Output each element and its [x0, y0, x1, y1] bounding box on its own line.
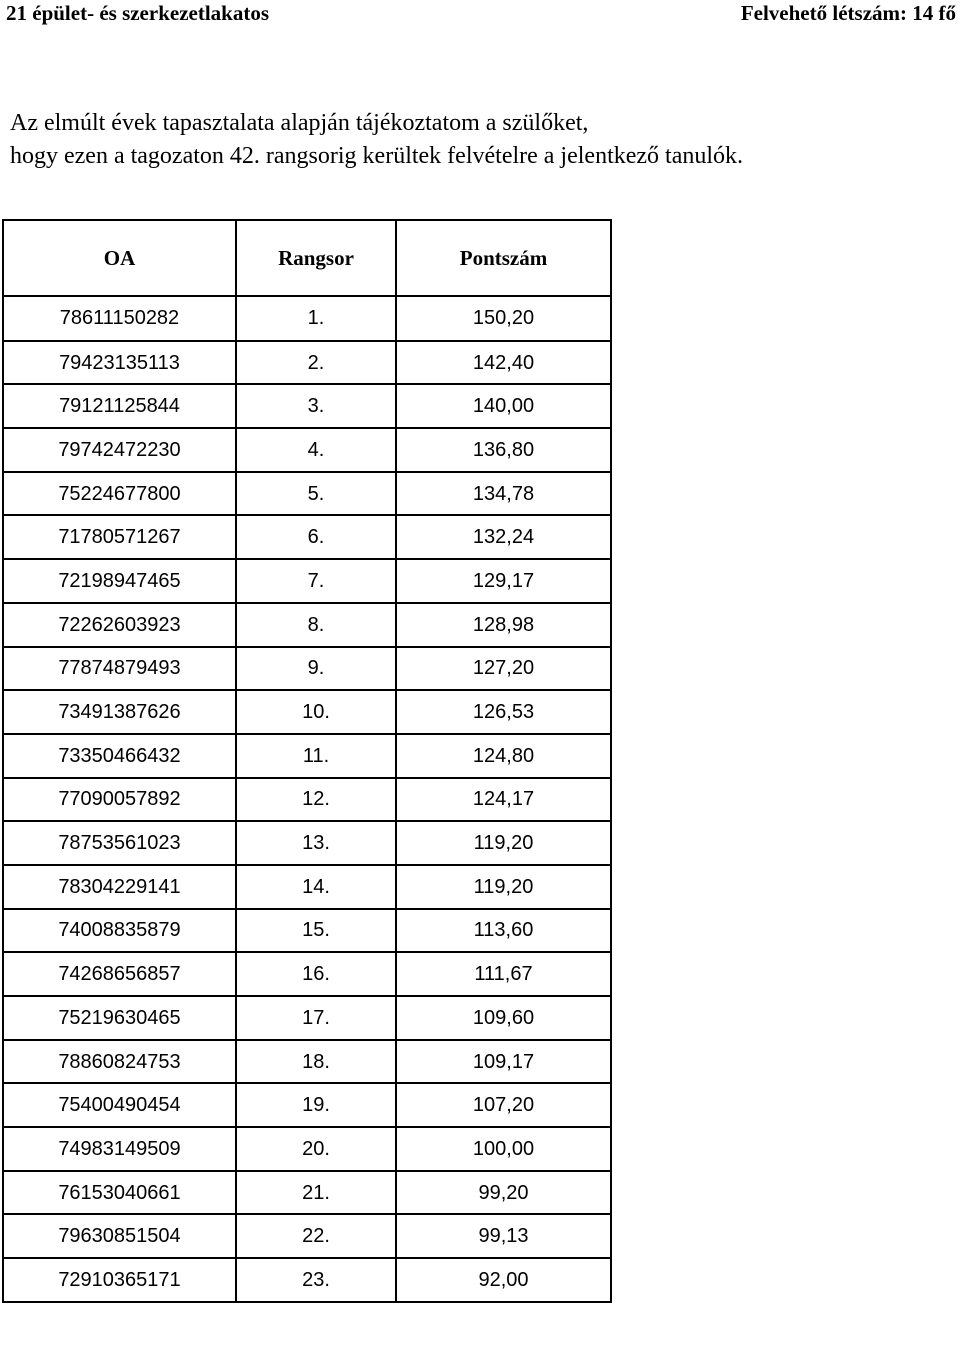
- cell-rank: 13.: [236, 821, 396, 865]
- intro-line-1: Az elmúlt évek tapasztalata alapján tájékoztatom a szülőket,: [10, 110, 589, 136]
- cell-rank: 7.: [236, 559, 396, 603]
- cell-rank: 14.: [236, 865, 396, 909]
- table-row: [3, 428, 611, 472]
- cell-oa: 75400490454: [3, 1083, 236, 1127]
- cell-oa: 72198947465: [3, 559, 236, 603]
- cell-rank: 2.: [236, 341, 396, 385]
- cell-score: 136,80: [396, 428, 611, 472]
- cell-rank: 6.: [236, 515, 396, 559]
- cell-score: 128,98: [396, 603, 611, 647]
- cell-score: 132,24: [396, 515, 611, 559]
- cell-rank: 23.: [236, 1258, 396, 1302]
- specialization-title: 21 épület- és szerkezetlakatos: [6, 1, 270, 25]
- capacity-label: Felvehető létszám: 14 fő: [740, 1, 956, 25]
- table-row: [3, 1083, 611, 1127]
- table-row: [3, 384, 611, 428]
- column-header-pontszam: Pontszám: [396, 220, 611, 296]
- cell-rank: 8.: [236, 603, 396, 647]
- cell-oa: 75219630465: [3, 996, 236, 1040]
- cell-oa: 79630851504: [3, 1214, 236, 1258]
- table-row: [3, 296, 611, 341]
- table-row: [3, 952, 611, 996]
- column-header-rangsor: Rangsor: [236, 220, 396, 296]
- cell-oa: 79121125844: [3, 384, 236, 428]
- cell-score: 119,20: [396, 821, 611, 865]
- table-row: [3, 821, 611, 865]
- cell-oa: 74268656857: [3, 952, 236, 996]
- cell-oa: 76153040661: [3, 1171, 236, 1215]
- cell-score: 109,17: [396, 1040, 611, 1084]
- table-row: [3, 1258, 611, 1302]
- table-row: [3, 734, 611, 778]
- cell-rank: 18.: [236, 1040, 396, 1084]
- cell-oa: 77090057892: [3, 778, 236, 822]
- table-row: [3, 1171, 611, 1215]
- cell-score: 113,60: [396, 909, 611, 953]
- cell-rank: 21.: [236, 1171, 396, 1215]
- table-body: [3, 296, 611, 1302]
- cell-score: 109,60: [396, 996, 611, 1040]
- cell-score: 99,13: [396, 1214, 611, 1258]
- cell-rank: 19.: [236, 1083, 396, 1127]
- cell-oa: 71780571267: [3, 515, 236, 559]
- cell-rank: 10.: [236, 690, 396, 734]
- cell-rank: 5.: [236, 472, 396, 516]
- cell-rank: 22.: [236, 1214, 396, 1258]
- cell-oa: 78304229141: [3, 865, 236, 909]
- cell-rank: 3.: [236, 384, 396, 428]
- cell-score: 126,53: [396, 690, 611, 734]
- table-row: [3, 690, 611, 734]
- table-row: [3, 1040, 611, 1084]
- table-row: [3, 1214, 611, 1258]
- cell-oa: 79423135113: [3, 341, 236, 385]
- cell-score: 99,20: [396, 1171, 611, 1215]
- table-row: [3, 341, 611, 385]
- table-row: [3, 778, 611, 822]
- cell-oa: 72262603923: [3, 603, 236, 647]
- table-row: [3, 472, 611, 516]
- cell-rank: 1.: [236, 296, 396, 341]
- intro-text: [10, 107, 743, 173]
- cell-oa: 77874879493: [3, 647, 236, 691]
- cell-score: 100,00: [396, 1127, 611, 1171]
- table-row: [3, 909, 611, 953]
- cell-rank: 4.: [236, 428, 396, 472]
- table-row: [3, 515, 611, 559]
- cell-score: 140,00: [396, 384, 611, 428]
- cell-oa: 74008835879: [3, 909, 236, 953]
- cell-rank: 9.: [236, 647, 396, 691]
- cell-rank: 11.: [236, 734, 396, 778]
- cell-score: 124,17: [396, 778, 611, 822]
- cell-oa: 78860824753: [3, 1040, 236, 1084]
- cell-oa: 79742472230: [3, 428, 236, 472]
- table-row: [3, 647, 611, 691]
- ranking-table: [2, 219, 612, 1303]
- cell-rank: 17.: [236, 996, 396, 1040]
- cell-oa: 74983149509: [3, 1127, 236, 1171]
- cell-score: 107,20: [396, 1083, 611, 1127]
- cell-oa: 78611150282: [3, 296, 236, 341]
- column-header-oa: OA: [3, 220, 236, 296]
- cell-score: 119,20: [396, 865, 611, 909]
- cell-rank: 16.: [236, 952, 396, 996]
- cell-score: 127,20: [396, 647, 611, 691]
- cell-score: 134,78: [396, 472, 611, 516]
- table-row: [3, 1127, 611, 1171]
- cell-rank: 20.: [236, 1127, 396, 1171]
- table-row: [3, 559, 611, 603]
- cell-score: 92,00: [396, 1258, 611, 1302]
- cell-oa: 73350466432: [3, 734, 236, 778]
- cell-score: 111,67: [396, 952, 611, 996]
- table-row: [3, 996, 611, 1040]
- cell-rank: 12.: [236, 778, 396, 822]
- cell-oa: 72910365171: [3, 1258, 236, 1302]
- intro-line-2: hogy ezen a tagozaton 42. rangsorig kerültek felvételre a jelentkező tanulók.: [10, 143, 744, 169]
- table-header-row: [3, 220, 611, 296]
- cell-oa: 73491387626: [3, 690, 236, 734]
- cell-score: 129,17: [396, 559, 611, 603]
- cell-score: 150,20: [396, 296, 611, 341]
- cell-oa: 78753561023: [3, 821, 236, 865]
- cell-score: 124,80: [396, 734, 611, 778]
- table-row: [3, 603, 611, 647]
- cell-oa: 75224677800: [3, 472, 236, 516]
- table-row: [3, 865, 611, 909]
- cell-rank: 15.: [236, 909, 396, 953]
- cell-score: 142,40: [396, 341, 611, 385]
